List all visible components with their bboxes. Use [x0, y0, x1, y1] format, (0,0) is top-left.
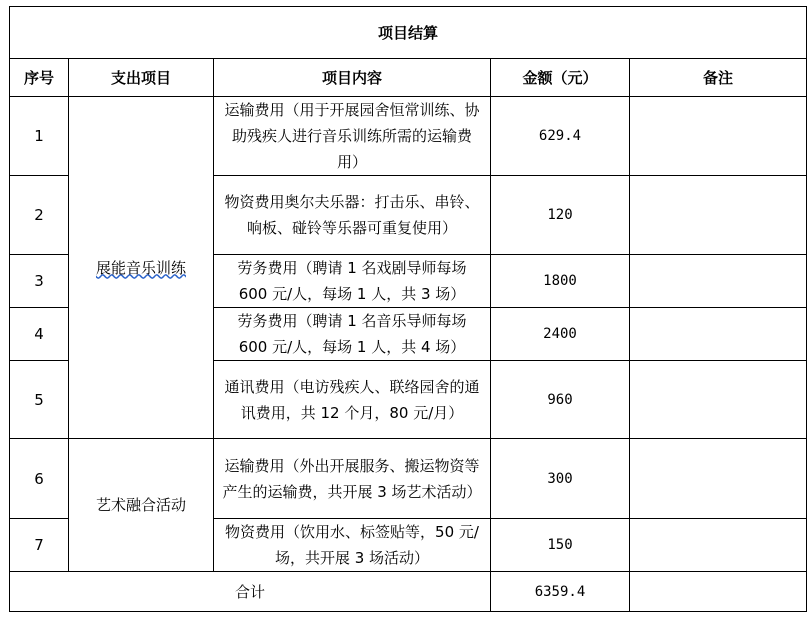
row-content: 物资费用奥尔夫乐器：打击乐、串铃、响板、碰铃等乐器可重复使用）	[214, 176, 491, 255]
row-amount: 960	[491, 361, 630, 439]
row-seq: 1	[10, 97, 69, 176]
row-remark	[630, 308, 807, 361]
row-content: 运输费用（外出开展服务、搬运物资等产生的运输费，共开展 3 场艺术活动）	[214, 439, 491, 519]
row-amount: 150	[491, 519, 630, 572]
row-remark	[630, 439, 807, 519]
row-content: 物资费用（饮用水、标签贴等，50 元/场，共开展 3 场活动）	[214, 519, 491, 572]
header-content: 项目内容	[214, 59, 491, 97]
row-amount: 1800	[491, 255, 630, 308]
total-remark	[630, 572, 807, 612]
table-row	[10, 439, 807, 519]
category-label: 艺术融合活动	[95, 496, 186, 514]
row-remark	[630, 97, 807, 176]
row-seq: 4	[10, 308, 69, 361]
row-seq: 3	[10, 255, 69, 308]
header-category: 支出项目	[69, 59, 214, 97]
total-label: 合计	[10, 572, 491, 612]
header-row	[10, 59, 807, 97]
settlement-table	[9, 6, 807, 612]
row-content: 通讯费用（电访残疾人、联络园舍的通讯费用，共 12 个月，80 元/月）	[214, 361, 491, 439]
total-row	[10, 572, 807, 612]
category-cell	[69, 439, 214, 572]
table-row	[10, 97, 807, 176]
row-seq: 2	[10, 176, 69, 255]
row-remark	[630, 361, 807, 439]
table-title: 项目结算	[10, 7, 807, 59]
row-content: 劳务费用（聘请 1 名戏剧导师每场 600 元/人，每场 1 人，共 3 场）	[214, 255, 491, 308]
row-amount: 120	[491, 176, 630, 255]
row-remark	[630, 519, 807, 572]
header-seq: 序号	[10, 59, 69, 97]
row-seq: 6	[10, 439, 69, 519]
header-remark: 备注	[630, 59, 807, 97]
row-amount: 2400	[491, 308, 630, 361]
row-remark	[630, 176, 807, 255]
row-remark	[630, 255, 807, 308]
row-seq: 7	[10, 519, 69, 572]
row-content: 运输费用（用于开展园舍恒常训练、协助残疾人进行音乐训练所需的运输费用）	[214, 97, 491, 176]
category-cell	[69, 97, 214, 439]
row-amount: 629.4	[491, 97, 630, 176]
row-seq: 5	[10, 361, 69, 439]
row-content: 劳务费用（聘请 1 名音乐导师每场 600 元/人，每场 1 人，共 4 场）	[214, 308, 491, 361]
row-amount: 300	[491, 439, 630, 519]
category-label: 展能音乐训练	[95, 258, 186, 277]
header-amount: 金额（元）	[491, 59, 630, 97]
total-amount: 6359.4	[491, 572, 630, 612]
